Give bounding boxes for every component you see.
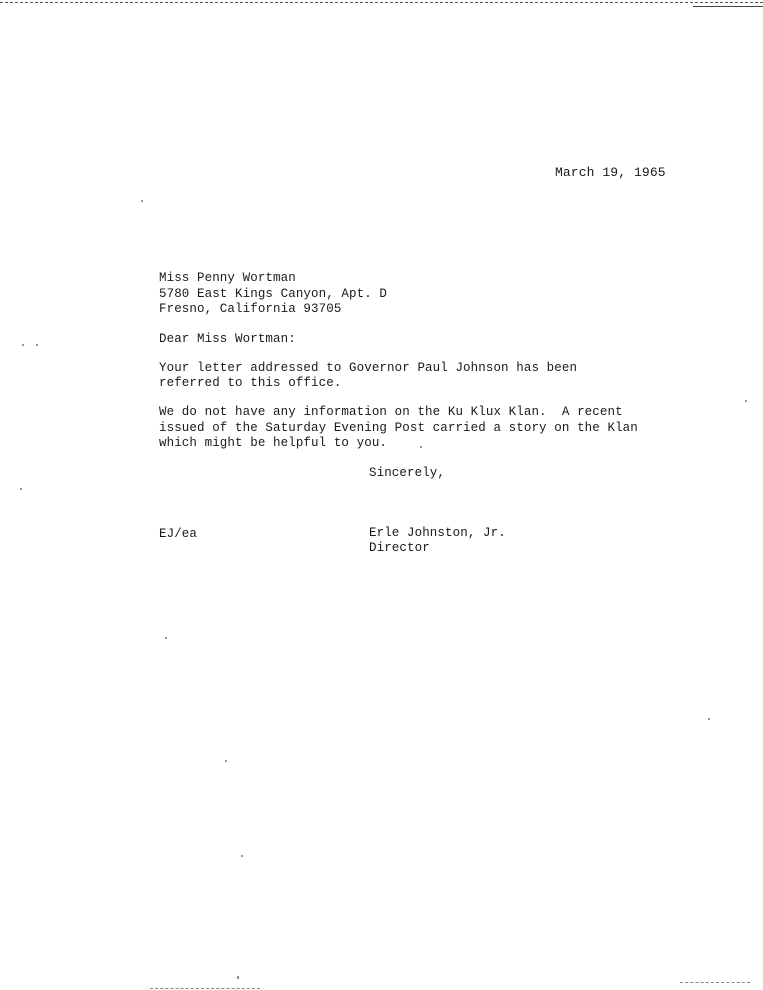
top-edge-rule [0, 2, 763, 3]
scan-speck [22, 344, 24, 346]
body-paragraph-2-line-1: We do not have any information on the Ku Klux Klan. A recent [159, 405, 623, 419]
closing: Sincerely, [369, 466, 446, 480]
scan-speck [165, 637, 167, 639]
bottom-edge-mark [680, 982, 750, 983]
recipient-name: Miss Penny Wortman [159, 271, 296, 285]
recipient-city: Fresno, California 93705 [159, 302, 342, 316]
body-paragraph-2-line-2: issued of the Saturday Evening Post carried a story on the Klan [159, 421, 638, 435]
salutation: Dear Miss Wortman: [159, 332, 296, 346]
scan-speck [420, 446, 422, 448]
letter-date: March 19, 1965 [555, 165, 666, 180]
signer-name: Erle Johnston, Jr. [369, 526, 506, 540]
body-paragraph-1-line-1: Your letter addressed to Governor Paul Johnson has been [159, 361, 578, 375]
bottom-edge-mark [150, 988, 260, 989]
scan-speck [225, 760, 227, 762]
signer-title: Director [369, 541, 430, 555]
scan-speck [141, 200, 143, 202]
reference-initials: EJ/ea [159, 527, 198, 541]
scan-speck [237, 976, 239, 979]
scan-speck [20, 488, 22, 490]
body-paragraph-2-line-3: which might be helpful to you. [159, 436, 388, 450]
recipient-street: 5780 East Kings Canyon, Apt. D [159, 287, 388, 301]
scan-speck [708, 718, 710, 720]
scan-speck [36, 344, 38, 346]
scan-speck [745, 400, 747, 402]
body-paragraph-1-line-2: referred to this office. [159, 376, 342, 390]
top-edge-mark [693, 6, 763, 7]
scan-speck [241, 855, 243, 857]
